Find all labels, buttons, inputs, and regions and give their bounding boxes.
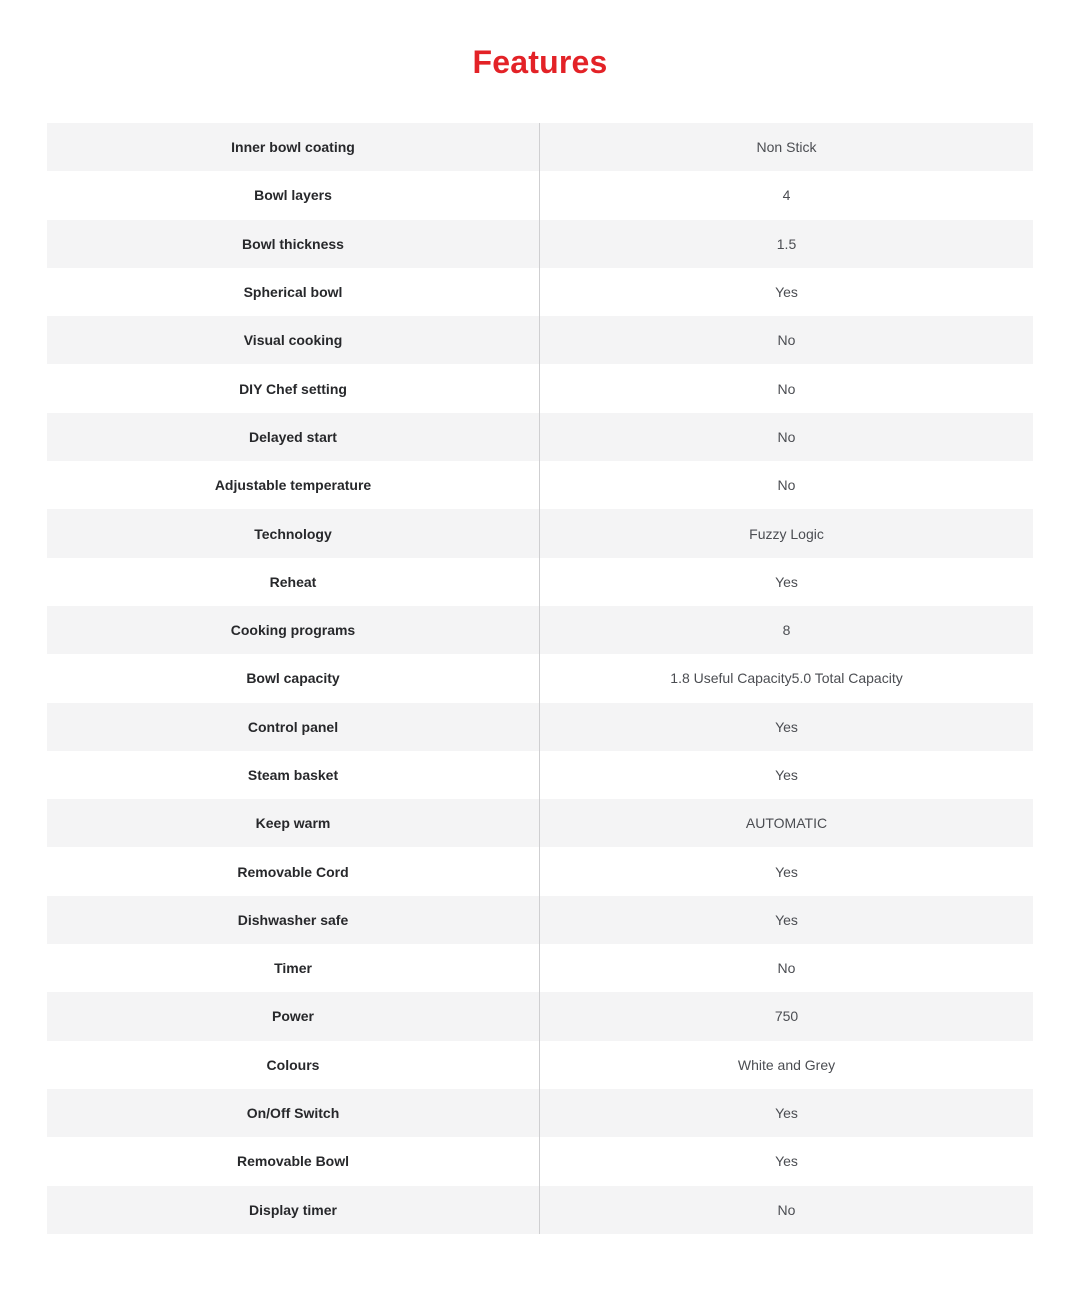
table-row (47, 1089, 1033, 1137)
table-row (47, 413, 1033, 461)
feature-value: Yes (775, 1105, 798, 1122)
feature-label: Timer (47, 944, 540, 992)
feature-label: Visual cooking (47, 316, 540, 364)
table-row (47, 123, 1033, 171)
table-row (47, 509, 1033, 557)
table-row (47, 1186, 1033, 1234)
feature-value: Yes (775, 718, 798, 735)
table-row (47, 896, 1033, 944)
feature-label: Removable Cord (47, 847, 540, 895)
feature-value: 750 (774, 1008, 799, 1025)
feature-value: Yes (775, 573, 798, 590)
table-row (47, 220, 1033, 268)
page-title: Features (472, 44, 608, 80)
table-row (47, 316, 1033, 364)
table-row (47, 654, 1033, 702)
features-table (47, 123, 1033, 1234)
table-row (47, 606, 1033, 654)
feature-label: Bowl layers (47, 171, 540, 219)
feature-value: Yes (775, 1153, 798, 1170)
table-row (47, 992, 1033, 1040)
feature-value: White and Grey (737, 1056, 836, 1073)
feature-label: DIY Chef setting (47, 364, 540, 412)
feature-value: 8 (782, 622, 791, 639)
table-row (47, 1041, 1033, 1089)
feature-label: Control panel (47, 703, 540, 751)
feature-value: 1.8 Useful Capacity5.0 Total Capacity (670, 670, 903, 687)
feature-value: 4 (782, 187, 791, 204)
table-row (47, 268, 1033, 316)
feature-label: Steam basket (47, 751, 540, 799)
feature-label: Display timer (47, 1186, 540, 1234)
feature-value: Yes (775, 767, 798, 783)
feature-label: On/Off Switch (47, 1089, 540, 1137)
feature-value: No (777, 477, 796, 494)
feature-value: Yes (775, 911, 798, 928)
table-row (47, 847, 1033, 895)
table-row (47, 461, 1033, 509)
table-row (47, 171, 1033, 219)
feature-value: Non Stick (756, 139, 817, 156)
feature-label: Power (47, 992, 540, 1040)
table-row (47, 799, 1033, 847)
feature-label: Keep warm (47, 799, 540, 847)
table-row (47, 558, 1033, 606)
feature-value: 1.5 (776, 235, 797, 252)
feature-value: No (777, 1201, 796, 1218)
table-row (47, 703, 1033, 751)
feature-label: Spherical bowl (47, 268, 540, 316)
feature-value: Yes (775, 863, 798, 880)
feature-value: No (777, 380, 796, 397)
feature-value: No (777, 960, 796, 977)
feature-label: Bowl thickness (47, 220, 540, 268)
table-row (47, 364, 1033, 412)
feature-label: Dishwasher safe (47, 896, 540, 944)
feature-value: Yes (775, 284, 798, 301)
feature-label: Reheat (47, 558, 540, 606)
feature-value: AUTOMATIC (745, 815, 828, 832)
feature-label: Adjustable temperature (47, 461, 540, 509)
feature-label: Inner bowl coating (47, 123, 540, 171)
feature-label: Delayed start (47, 413, 540, 461)
feature-label: Cooking programs (47, 606, 540, 654)
feature-value: No (777, 428, 796, 445)
feature-label: Removable Bowl (47, 1137, 540, 1185)
feature-value: No (777, 332, 796, 349)
feature-label: Bowl capacity (47, 654, 540, 702)
table-row (47, 1137, 1033, 1185)
feature-value: Fuzzy Logic (749, 525, 824, 542)
table-row (47, 944, 1033, 992)
feature-label: Technology (47, 509, 540, 557)
table-row (47, 751, 1033, 799)
feature-label: Colours (47, 1041, 540, 1089)
